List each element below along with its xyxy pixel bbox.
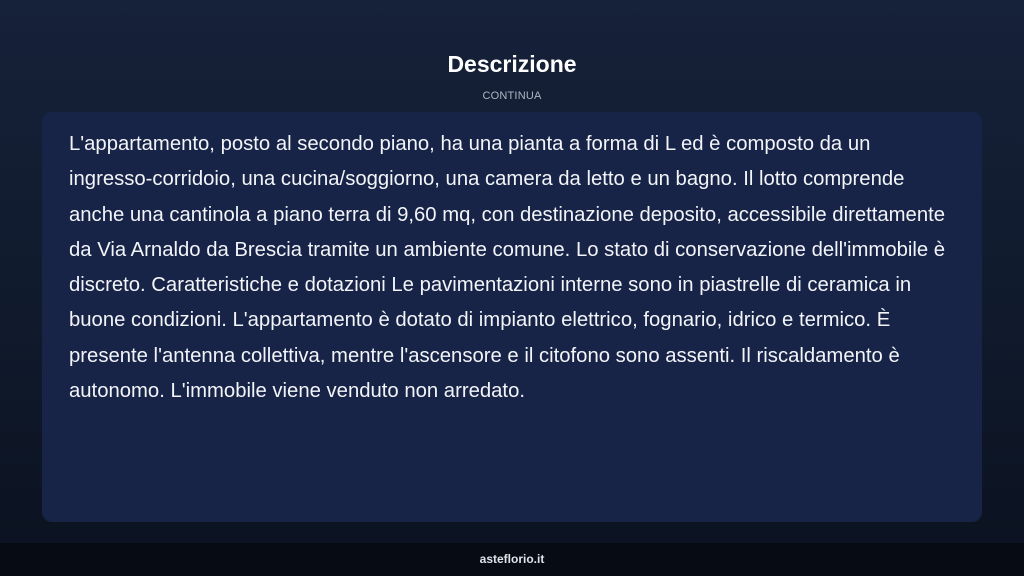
continua-label: CONTINUA (482, 90, 542, 102)
description-card (42, 112, 982, 522)
description-text: L'appartamento, posto al secondo piano, ha una pianta a forma di L ed è composto da un ingresso-corridoio, una cucina/soggiorno, una camera da letto e un bagno. Il lotto comprende anche una cantinola a piano terra di 9,60 mq, con destinazione deposito, accessibile direttamente da Via Arnaldo da Brescia tramite un ambiente comune. Lo stato di conservazione dell'immobile è discreto. Caratteristiche e dotazioni Le pavimentazioni interne sono in piastrelle di ceramica in buone condizioni. L'appartamento è dotato di impianto elettrico, fognario, idrico e termico. È presente l'antenna collettiva, mentre l'ascensore e il citofono sono assenti. Il riscaldamento è autonomo. L'immobile viene venduto non arredato. (69, 133, 946, 403)
page-title: Descrizione (447, 51, 577, 77)
footer-bar (0, 543, 1024, 576)
footer-site-label: asteflorio.it (479, 552, 545, 566)
